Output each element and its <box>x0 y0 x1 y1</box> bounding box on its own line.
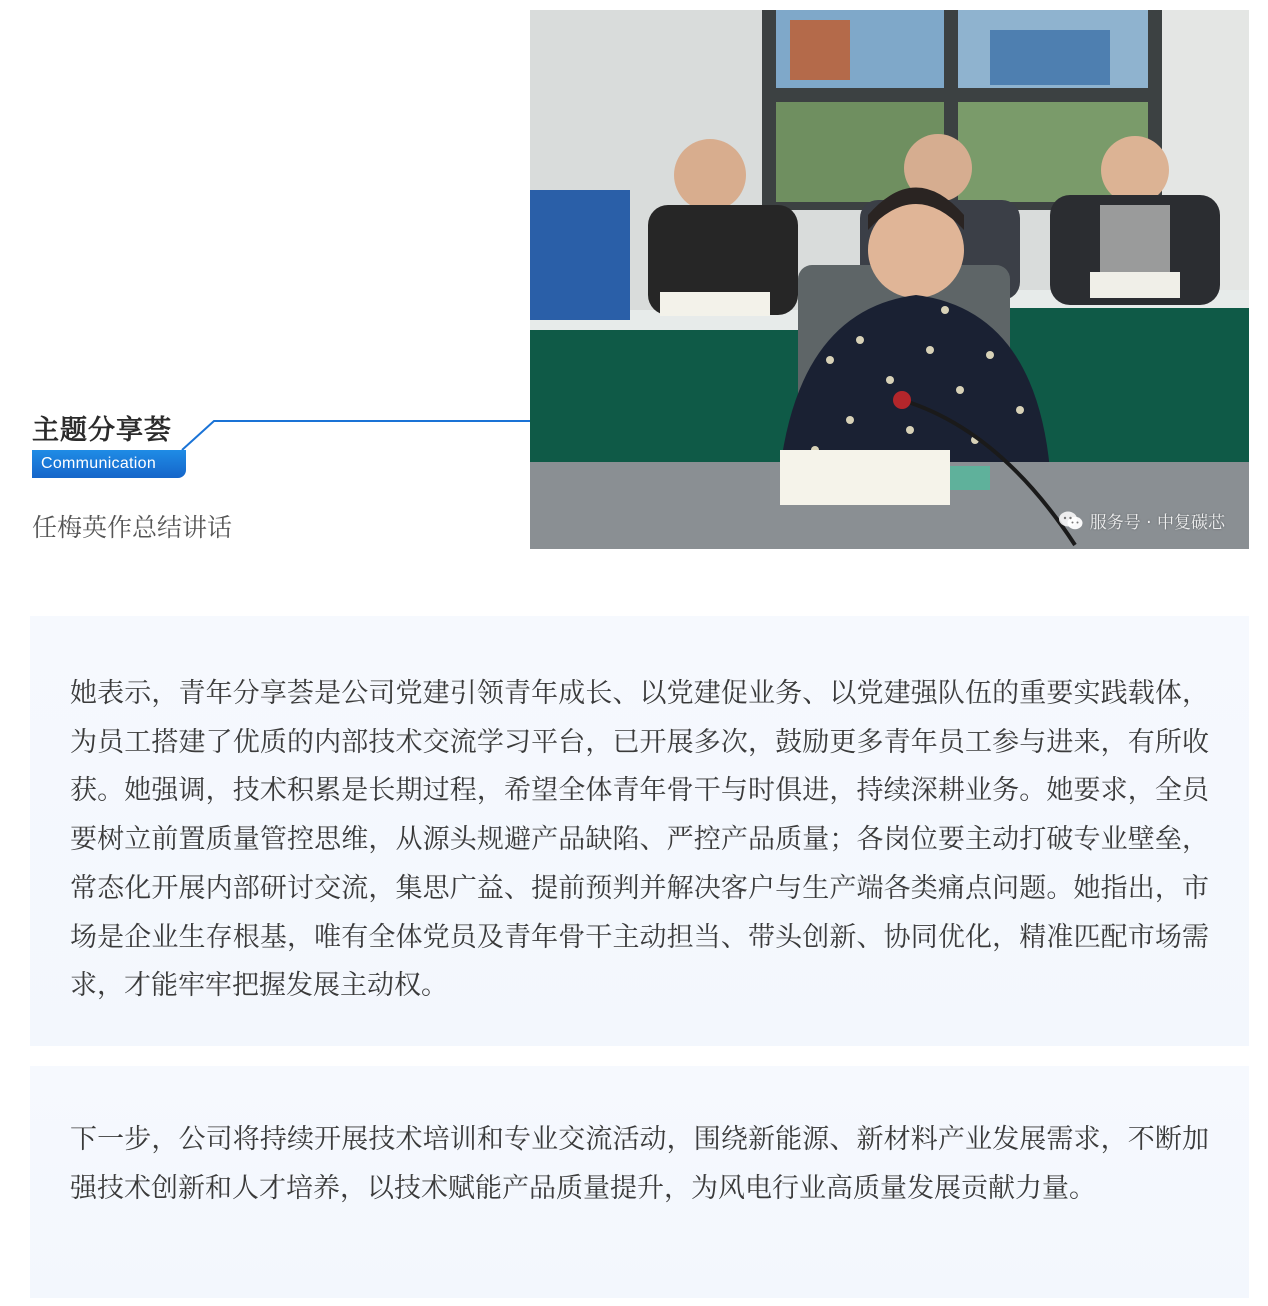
wechat-icon <box>1058 510 1084 532</box>
paragraph-next-steps: 下一步，公司将持续开展技术培训和专业交流活动，围绕新能源、新材料产业发展需求，不断加强技术创新和人才培养，以技术赋能产品质量提升，为风电行业高质量发展贡献力量。 <box>70 1124 1209 1204</box>
watermark-text: 服务号 · 中复碳芯 <box>1089 513 1225 533</box>
meeting-photo-illustration <box>530 10 1249 549</box>
text-panel-next-steps <box>30 1066 1249 1298</box>
text-panel-summary <box>30 616 1249 1046</box>
photo-watermark <box>1058 508 1225 533</box>
paragraph-speech-summary: 她表示，青年分享荟是公司党建引领青年成长、以党建促业务、以党建强队伍的重要实践载体，为员工搭建了优质的内部技术交流学习平台，已开展多次，鼓励更多青年员工参与进来，有所收获。她强调，技术积累是长期过程，希望全体青年骨干与时俱进，持续深耕业务。她要求，全员要树立前置质量管控思维，从源头规避产品缺陷、严控产品质量；各岗位要主动打破专业壁垒，常态化开展内部研讨交流，集思广益、提前预判并解决客户与生产端各类痛点问题。她指出，市场是企业生存根基，唯有全体党员及青年骨干主动担当、带头创新、协同优化，精准匹配市场需求，才能牢牢把握发展主动权。 <box>70 678 1209 1002</box>
section-title: 主题分享荟 <box>32 415 172 446</box>
photo-caption: 任梅英作总结讲话 <box>32 513 233 542</box>
meeting-photo <box>530 10 1249 549</box>
communication-badge: Communication <box>32 450 186 478</box>
